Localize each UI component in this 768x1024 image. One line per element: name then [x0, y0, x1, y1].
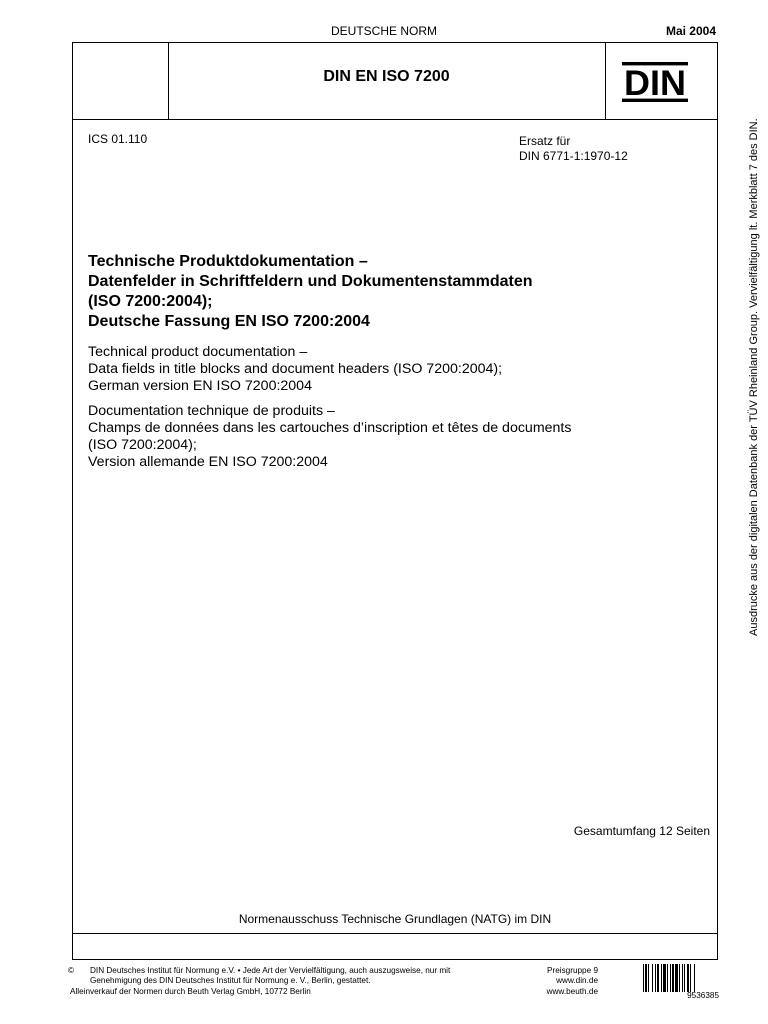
title-row-right-divider: [605, 42, 606, 119]
barcode: [643, 964, 719, 992]
title-german-line: (ISO 7200:2004);: [88, 293, 213, 310]
replacement-label: Ersatz für: [519, 134, 571, 148]
price-and-web: [516, 966, 598, 997]
title-english: [88, 344, 688, 395]
barcode-bar: [661, 964, 662, 992]
title-row-divider: [72, 119, 718, 120]
barcode-bar: [675, 964, 678, 992]
standard-number: DIN EN ISO 7200: [323, 68, 450, 85]
title-english-line: German version EN ISO 7200:2004: [88, 378, 312, 394]
total-pages: Gesamtumfang 12 Seiten: [573, 824, 710, 838]
replacement-info: [519, 134, 628, 164]
ics-code: ICS 01.110: [88, 132, 148, 146]
title-german-line: Technische Produktdokumentation –: [88, 253, 368, 270]
committee-divider: [72, 933, 718, 934]
title-german: [88, 252, 688, 332]
title-german-line: Datenfelder in Schriftfeldern und Dokumentenstammdaten: [88, 273, 533, 290]
barcode-bar: [657, 964, 659, 992]
barcode-bar: [684, 964, 685, 992]
copyright-symbol: ©: [68, 966, 75, 975]
barcode-bar: [670, 964, 671, 992]
barcode-bar: [643, 964, 644, 992]
barcode-bar: [672, 964, 674, 992]
replacement-value: DIN 6771-1:1970-12: [519, 149, 628, 163]
din-logo: [622, 62, 688, 102]
barcode-bar: [690, 964, 691, 992]
barcode-bar: [663, 964, 666, 992]
barcode-bar: [652, 964, 653, 992]
title-french-line: (ISO 7200:2004);: [88, 437, 197, 453]
barcode-bar: [655, 964, 656, 992]
barcode-bar: [682, 964, 683, 992]
barcode-bar: [648, 964, 649, 992]
barcode-bar: [694, 964, 695, 992]
title-english-line: Technical product documentation –: [88, 344, 308, 360]
barcode-graphic: [643, 964, 719, 992]
barcode-bar: [679, 964, 680, 992]
document-type-label: DEUTSCHE NORM: [330, 24, 437, 38]
title-german-line: Deutsche Fassung EN ISO 7200:2004: [88, 313, 370, 330]
din-logo-graphic: [622, 62, 688, 102]
title-french: [88, 403, 688, 471]
sales-notice: Alleinverkauf der Normen durch Beuth Verlag GmbH, 10772 Berlin: [70, 986, 311, 996]
copyright-line: Genehmigung des DIN Deutsches Institut für Normung e. V., Berlin, gestattet.: [90, 976, 371, 986]
barcode-bar: [687, 964, 689, 992]
side-print-notice: Ausdrucke aus der digitalen Datenbank der TÜV Rheinland Group. Vervielfältigung lt. Merkblatt 7 des DIN.: [748, 118, 760, 636]
committee-name: Normenausschuss Technische Grundlagen (NATG) im DIN: [238, 912, 552, 926]
page-frame: [72, 42, 718, 960]
copyright-text: [90, 966, 530, 987]
barcode-bar: [645, 964, 647, 992]
barcode-bar: [667, 964, 668, 992]
din-logo-text: DIN: [624, 64, 686, 102]
publication-date: Mai 2004: [665, 24, 716, 38]
title-english-line: Data fields in title blocks and document headers (ISO 7200:2004);: [88, 361, 503, 377]
beuth-website-link[interactable]: www.beuth.de: [546, 986, 598, 996]
copyright-line: DIN Deutsches Institut für Normung e.V. • Jede Art der Vervielfältigung, auch auszugsweise, nur mit: [90, 966, 451, 975]
price-group: Preisgruppe 9: [547, 966, 598, 975]
din-website-link[interactable]: www.din.de: [556, 976, 598, 986]
title-french-line: Documentation technique de produits –: [88, 403, 335, 419]
barcode-number: 9536385: [687, 991, 719, 1000]
title-french-line: Champs de données dans les cartouches d’inscription et têtes de documents: [88, 420, 572, 436]
title-french-line: Version allemande EN ISO 7200:2004: [88, 454, 328, 470]
